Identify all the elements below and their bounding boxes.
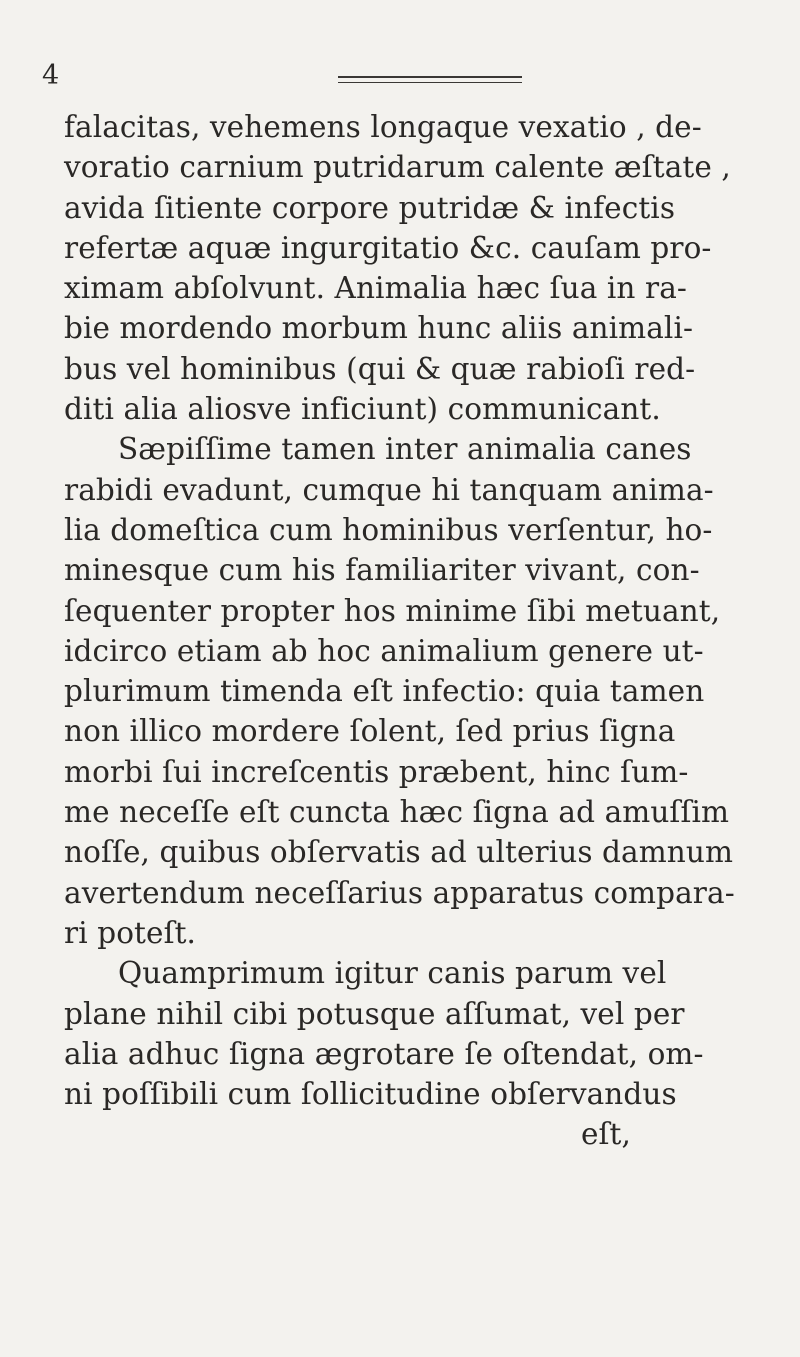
text-line: voratio carnium putridarum calente æſtate , bbox=[64, 150, 731, 185]
text-line: bie mordendo morbum hunc aliis animali- bbox=[64, 311, 694, 346]
text-line: rabidi evadunt, cumque hi tanquam anima- bbox=[64, 472, 714, 507]
text-line-paragraph-start: Sæpiſſime tamen inter animalia canes bbox=[118, 432, 692, 467]
header-rule bbox=[338, 76, 522, 83]
text-line: falacitas, vehemens longaque vexatio , de- bbox=[64, 110, 702, 144]
text-line: avertendum neceſſarius apparatus compara- bbox=[64, 875, 735, 910]
text-line-paragraph-start: Quamprimum igitur canis parum vel bbox=[118, 956, 667, 991]
text-line: ni poſſibili cum ſollicitudine obſervandus bbox=[64, 1077, 677, 1112]
text-line: idcirco etiam ab hoc animalium genere ut- bbox=[64, 633, 704, 668]
text-line: bus vel hominibus (qui & quæ rabioſi red- bbox=[64, 351, 696, 386]
page-number: 4 bbox=[42, 60, 60, 91]
text-line: non illico mordere ſolent, ſed prius ſigna bbox=[64, 714, 676, 749]
text-line: ſequenter propter hos minime ſibi metuant, bbox=[64, 593, 721, 628]
text-line: noſſe, quibus obſervatis ad ulterius damnum bbox=[64, 835, 734, 870]
text-line: ximam abſolvunt. Animalia hæc ſua in ra- bbox=[64, 271, 687, 306]
text-line: refertæ aquæ ingurgitatio &c. cauſam pro- bbox=[64, 230, 712, 265]
text-line: minesque cum his familiariter vivant, con- bbox=[64, 553, 700, 588]
text-line: me neceſſe eſt cuncta hæc ſigna ad amuſſim bbox=[64, 795, 730, 830]
text-line: diti alia aliosve inficiunt) communicant. bbox=[64, 392, 661, 427]
text-line: morbi ſui increſcentis præbent, hinc ſum- bbox=[64, 754, 689, 789]
catchword: eſt, bbox=[580, 1117, 631, 1152]
text-line: alia adhuc ſigna ægrotare ſe oſtendat, om- bbox=[64, 1036, 704, 1071]
text-line: ri poteſt. bbox=[64, 915, 197, 950]
text-line: avida ſitiente corpore putridæ & infectis bbox=[64, 190, 676, 225]
text-line: lia domeſtica cum hominibus verſentur, ho- bbox=[64, 512, 713, 547]
text-line: plurimum timenda eſt infectio: quia tamen bbox=[64, 674, 705, 709]
text-line: plane nihil cibi potusque aſſumat, vel per bbox=[64, 996, 685, 1031]
body-text bbox=[64, 107, 794, 1155]
